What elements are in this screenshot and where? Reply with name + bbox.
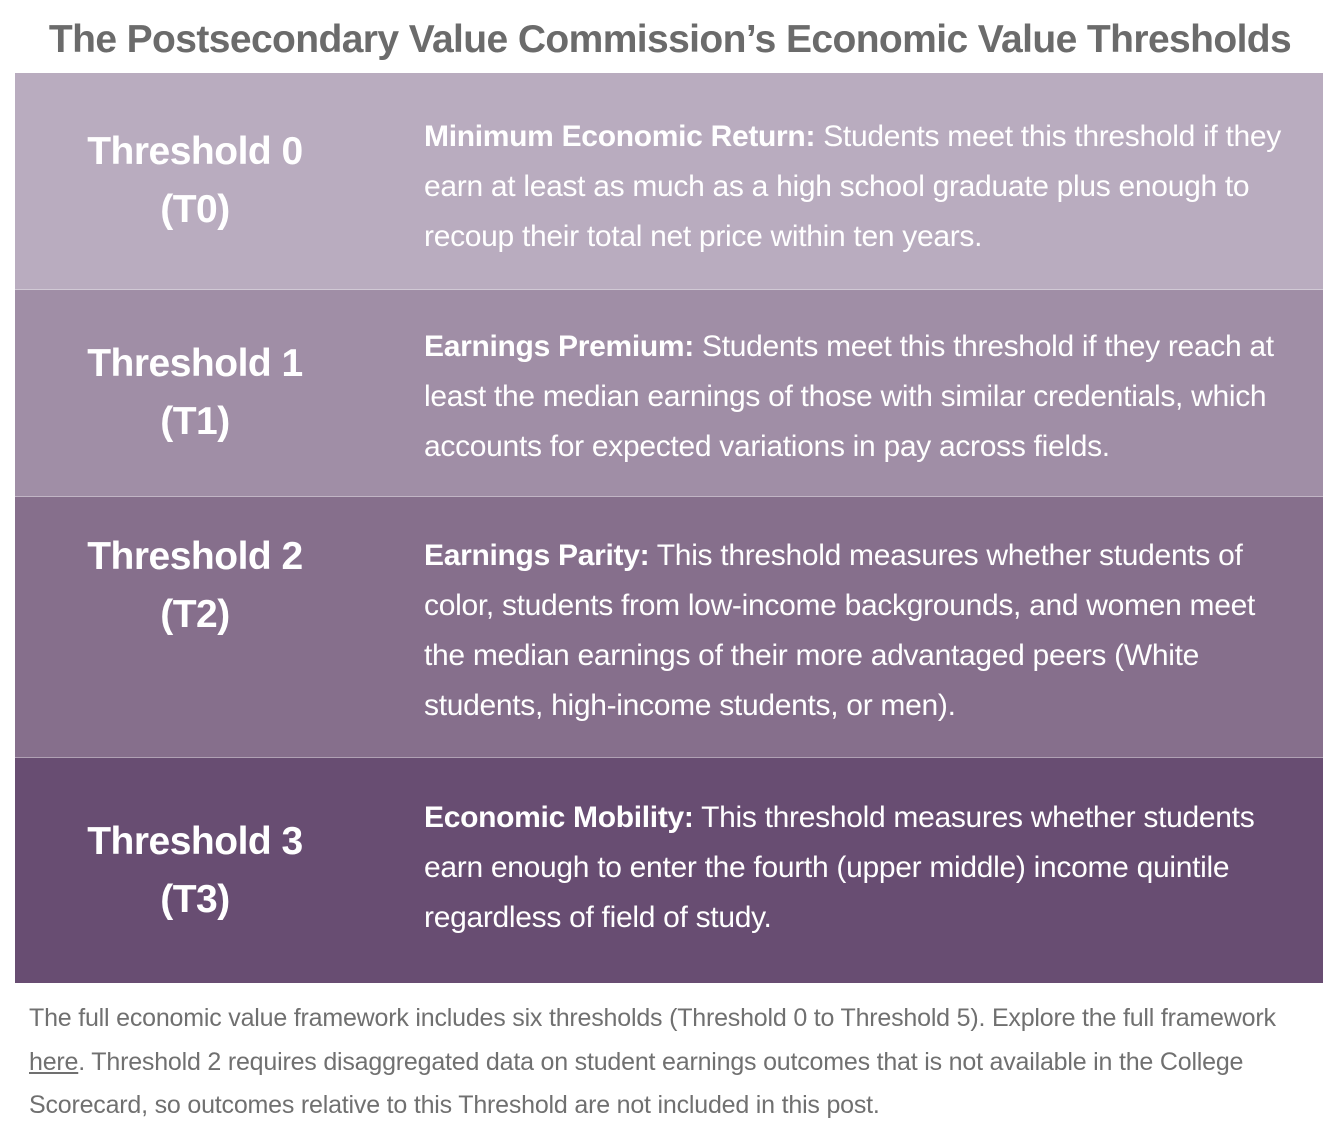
footnote-text-start: The full economic value framework includes six thresholds (Threshold 0 to Threshold 5). Explore the full framework bbox=[29, 1004, 1276, 1032]
threshold-row-1 bbox=[15, 290, 1323, 497]
threshold-row-2 bbox=[15, 497, 1323, 758]
threshold-description bbox=[424, 793, 1293, 943]
threshold-row-0 bbox=[15, 73, 1323, 290]
threshold-label bbox=[15, 290, 375, 496]
threshold-row-3 bbox=[15, 758, 1323, 983]
threshold-name: Threshold 1 bbox=[87, 342, 303, 385]
threshold-description bbox=[424, 531, 1293, 731]
threshold-name: Threshold 2 bbox=[87, 535, 303, 578]
threshold-code: (T0) bbox=[160, 188, 230, 231]
threshold-label bbox=[15, 497, 375, 757]
threshold-term: Economic Mobility: bbox=[424, 801, 694, 834]
threshold-description bbox=[424, 112, 1293, 262]
threshold-term: Earnings Premium: bbox=[424, 330, 694, 363]
threshold-description-text: Students meet this threshold if they reach at least the median earnings of those with similar credentials, which accounts for expected variations in pay across fields. bbox=[424, 330, 1274, 463]
threshold-term: Minimum Economic Return: bbox=[424, 120, 816, 153]
threshold-code: (T1) bbox=[160, 400, 230, 443]
threshold-label bbox=[15, 758, 375, 983]
threshold-code: (T3) bbox=[160, 877, 230, 921]
footnote bbox=[29, 997, 1309, 1128]
threshold-name: Threshold 3 bbox=[87, 819, 303, 863]
threshold-description-text: This threshold measures whether students of color, students from low-income backgrounds, and women meet the median earnings of their more advantaged peers (White students, high-income students, or men). bbox=[424, 539, 1256, 722]
threshold-description bbox=[424, 322, 1293, 472]
threshold-label bbox=[15, 73, 375, 289]
framework-link[interactable]: here bbox=[29, 1047, 79, 1076]
threshold-term: Earnings Parity: bbox=[424, 539, 650, 572]
page-title: The Postsecondary Value Commission’s Economic Value Thresholds bbox=[48, 18, 1292, 61]
thresholds-table bbox=[15, 73, 1323, 983]
footnote-text-end: . Threshold 2 requires disaggregated data on student earnings outcomes that is not available in the College Scorecard, so outcomes relative to this Threshold are not included in this post. bbox=[29, 1047, 1244, 1119]
threshold-code: (T2) bbox=[160, 593, 230, 636]
threshold-description-text: Students meet this threshold if they earn at least as much as a high school graduate plus enough to recoup their total net price within ten years. bbox=[424, 120, 1281, 253]
threshold-description-text: This threshold measures whether students earn enough to enter the fourth (upper middle) income quintile regardless of field of study. bbox=[424, 801, 1255, 934]
threshold-name: Threshold 0 bbox=[87, 130, 303, 173]
